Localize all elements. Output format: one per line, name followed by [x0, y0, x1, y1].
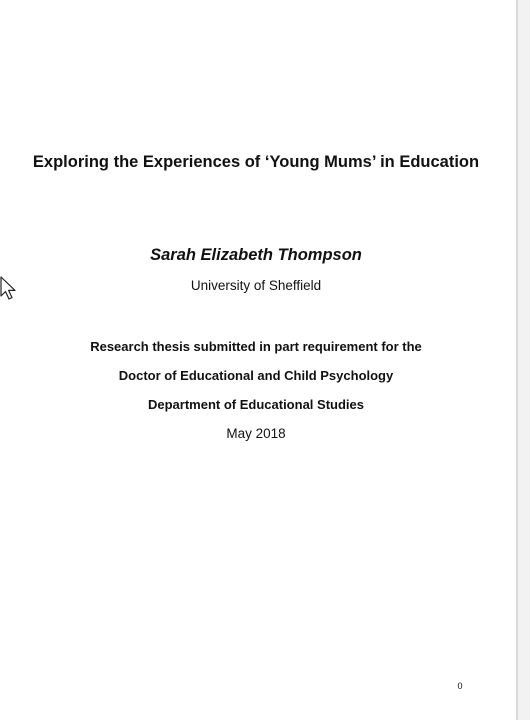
university-name: University of Sheffield [190, 278, 322, 293]
viewer-gutter [518, 0, 530, 720]
page-number: 0 [457, 681, 463, 691]
arrow-cursor-icon [0, 276, 18, 302]
degree-name: Doctor of Educational and Child Psychology [118, 368, 394, 383]
submission-date: May 2018 [226, 426, 286, 441]
submission-statement: Research thesis submitted in part requirement for the [90, 339, 422, 354]
department-name: Department of Educational Studies [148, 397, 364, 412]
author-name: Sarah Elizabeth Thompson [150, 246, 362, 264]
document-title: Exploring the Experiences of ‘Young Mums’ in Education [32, 153, 480, 171]
